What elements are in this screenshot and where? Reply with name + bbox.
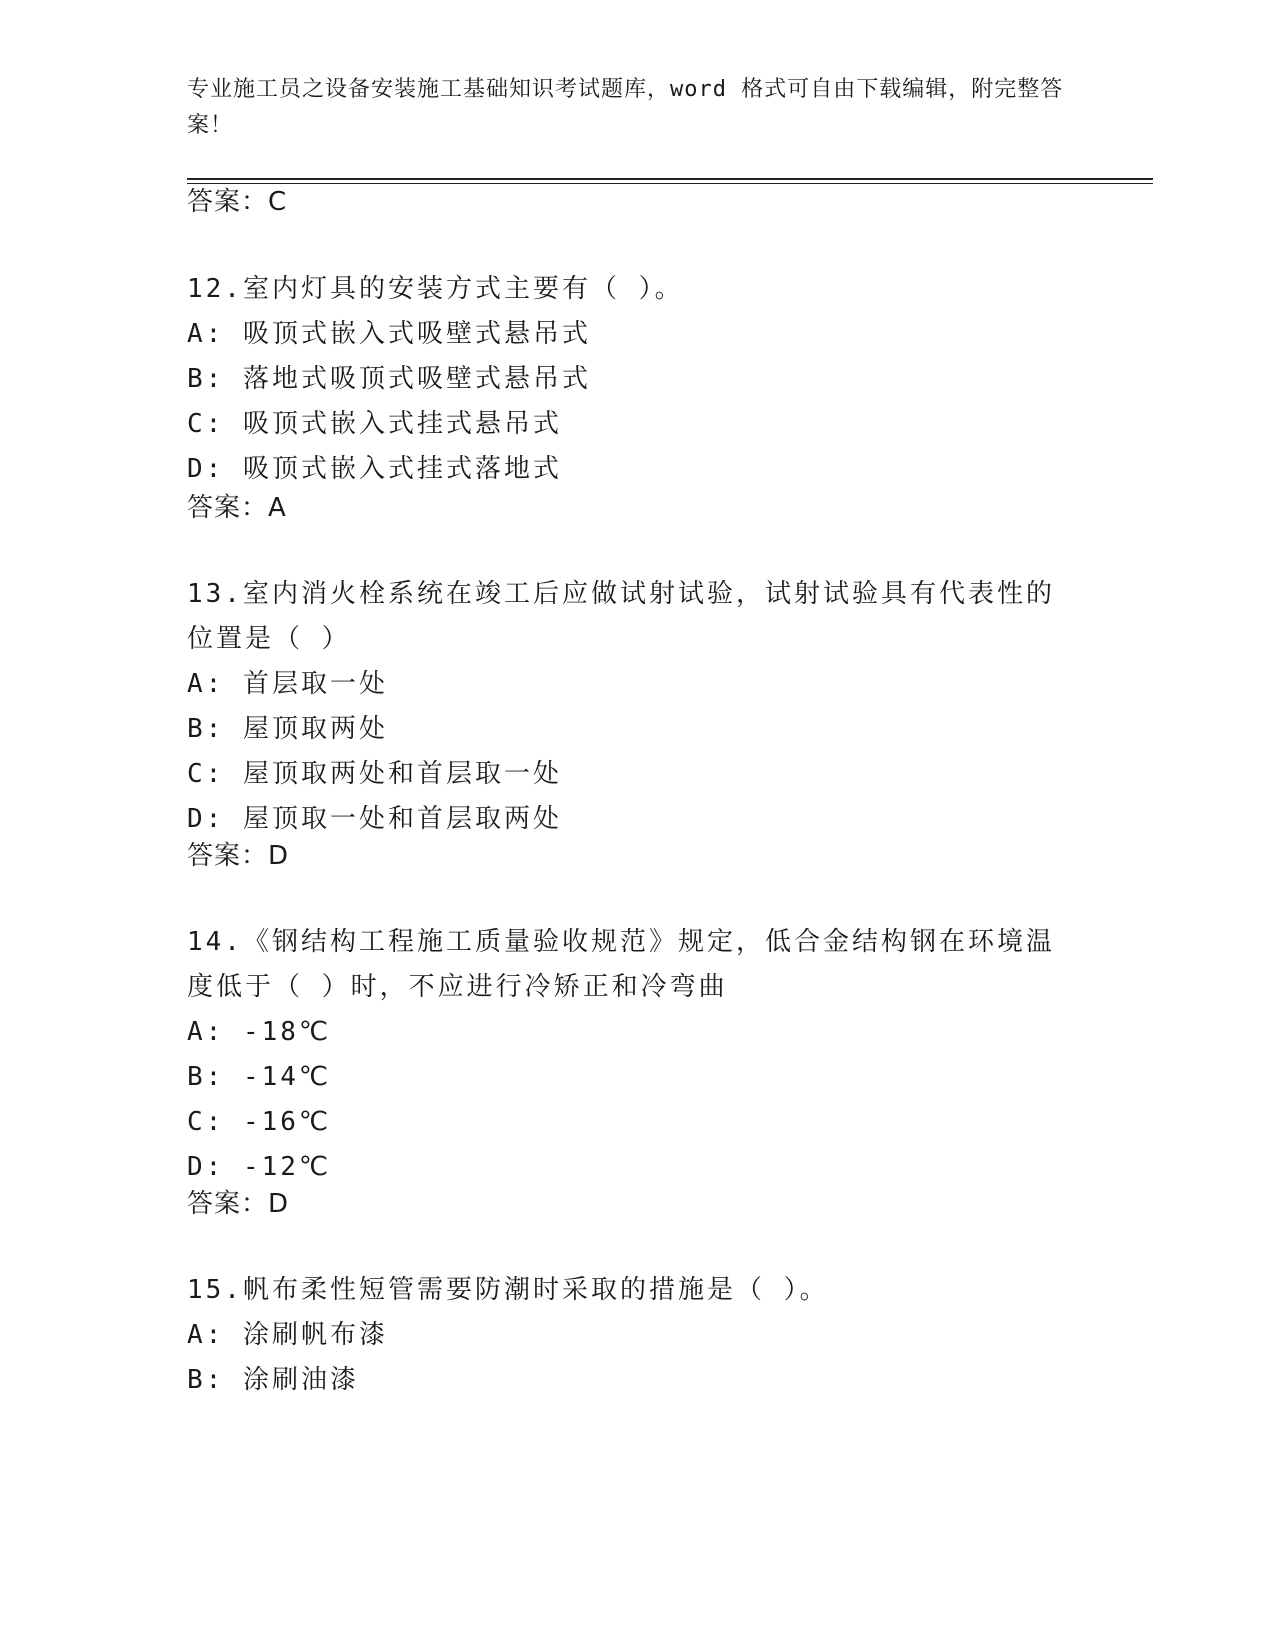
option-text: 吸顶式嵌入式挂式悬吊式 [242, 409, 562, 439]
option-letter: C: [187, 409, 225, 439]
option-letter: C: [187, 1107, 225, 1137]
option-c[interactable] [187, 752, 1067, 797]
option-letter: A: [187, 319, 225, 349]
option-letter: D: [187, 1152, 225, 1182]
option-text: -16℃ [242, 1107, 332, 1137]
question-14 [187, 920, 1067, 1190]
option-b[interactable] [187, 707, 1067, 752]
option-b[interactable] [187, 1358, 1067, 1403]
document-header: 专业施工员之设备安装施工基础知识考试题库，word 格式可自由下载编辑，附完整答案！ [187, 77, 1064, 138]
option-d[interactable] [187, 797, 1067, 842]
option-letter: B: [187, 1365, 225, 1395]
option-text: 首层取一处 [242, 669, 388, 699]
option-a[interactable] [187, 1313, 1067, 1358]
option-b[interactable] [187, 1055, 1067, 1100]
option-text: 涂刷帆布漆 [242, 1320, 388, 1350]
option-text: 屋顶取两处和首层取一处 [242, 759, 562, 789]
option-c[interactable] [187, 402, 1067, 447]
header-divider-thick [187, 178, 1153, 180]
option-a[interactable] [187, 662, 1067, 707]
option-text: 涂刷油漆 [242, 1365, 359, 1395]
answer-q13: 答案：D [187, 841, 290, 871]
option-letter: B: [187, 714, 225, 744]
answer-q12: 答案：A [187, 493, 287, 523]
answer-q14: 答案：D [187, 1189, 290, 1219]
question-stem: 14.《钢结构工程施工质量验收规范》规定，低合金结构钢在环境温度低于（ ）时，不应进行冷矫正和冷弯曲 [187, 927, 1055, 1002]
option-letter: B: [187, 364, 225, 394]
question-13 [187, 572, 1067, 842]
option-text: 吸顶式嵌入式挂式落地式 [242, 454, 562, 484]
question-15 [187, 1268, 1067, 1403]
option-d[interactable] [187, 1145, 1067, 1190]
question-stem: 15.帆布柔性短管需要防潮时采取的措施是（ ）。 [187, 1275, 829, 1305]
option-letter: B: [187, 1062, 225, 1092]
option-letter: A: [187, 1320, 225, 1350]
option-text: -18℃ [242, 1017, 332, 1047]
option-text: 屋顶取一处和首层取两处 [242, 804, 562, 834]
option-text: 屋顶取两处 [242, 714, 388, 744]
question-stem: 12.室内灯具的安装方式主要有（ ）。 [187, 274, 684, 304]
option-text: -14℃ [242, 1062, 332, 1092]
option-letter: A: [187, 669, 225, 699]
option-letter: C: [187, 759, 225, 789]
question-stem: 13.室内消火栓系统在竣工后应做试射试验，试射试验具有代表性的位置是（ ） [187, 579, 1055, 654]
header-divider-thin [187, 183, 1153, 184]
question-12 [187, 267, 1067, 492]
option-a[interactable] [187, 1010, 1067, 1055]
option-letter: A: [187, 1017, 225, 1047]
option-text: 落地式吸顶式吸壁式悬吊式 [242, 364, 591, 394]
answer-q11: 答案：C [187, 187, 288, 217]
option-d[interactable] [187, 447, 1067, 492]
option-text: 吸顶式嵌入式吸壁式悬吊式 [242, 319, 591, 349]
option-b[interactable] [187, 357, 1067, 402]
option-text: -12℃ [242, 1152, 332, 1182]
option-a[interactable] [187, 312, 1067, 357]
option-c[interactable] [187, 1100, 1067, 1145]
option-letter: D: [187, 804, 225, 834]
option-letter: D: [187, 454, 225, 484]
